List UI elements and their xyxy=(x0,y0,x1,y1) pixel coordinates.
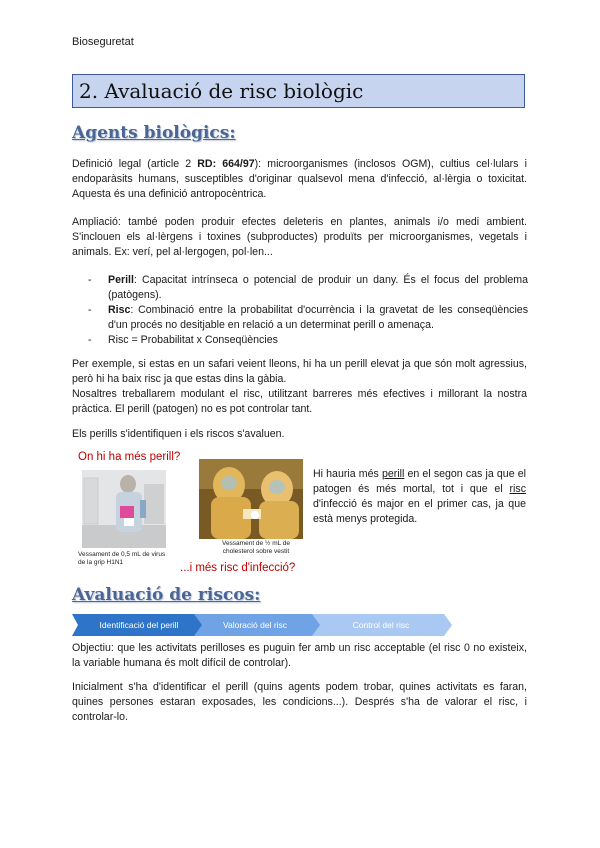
chevron-label-1: Identificació del perill xyxy=(99,620,179,630)
caption-left: Vessament de 0,5 mL de virus de la grip H1N1 xyxy=(78,551,166,566)
list-item-term: Perill xyxy=(108,274,134,286)
identify-paragraph: Els perills s'identifiquen i els riscos s'avaluen. xyxy=(72,428,285,440)
list-item-text: : Capacitat intrínseca o potencial de produir un dany. És el focus del problema (patògens). xyxy=(108,274,528,301)
explanation-part-3: d'infecció és major en el primer cas, ja que està menys protegida. xyxy=(313,498,526,525)
definitions-list xyxy=(88,273,528,348)
example-paragraph: Per exemple, si estas en un safari veient lleons, hi ha un perill elevat ja que són molt agressius, però hi ha baix risc ja que estas dins la gàbia. xyxy=(72,358,527,385)
definition-law-reference: RD: 664/97 xyxy=(197,158,255,170)
modulation-paragraph: Nosaltres treballarem modulant el risc, utilitzant barreres més efectives i millorant la nostra pràctica. El perill (patogen) no es pot controlar tant. xyxy=(72,388,527,415)
list-item xyxy=(88,303,528,333)
explanation-perill: perill xyxy=(381,468,405,480)
photo-lab-spill-bench xyxy=(82,470,166,548)
running-header: Bioseguretat xyxy=(72,36,134,48)
objectiu-paragraph: Objectiu: que les activitats perilloses es puguin fer amb un risc acceptable (el risc 0 no existeix, la variable humana és molt difícil de controlar). xyxy=(72,642,527,669)
definition-paragraph xyxy=(72,157,527,202)
inicialment-paragraph: Inicialment s'ha d'identificar el perill (quins agents podem trobar, quines activitats es faran, quines persones estaran exposades, les condicions...). Després s'ha de valorar el risc, i controlar-lo. xyxy=(72,681,527,723)
explanation-part-1: Hi hauria més xyxy=(313,468,382,480)
list-item-text: Risc = Probabilitat x Conseqüències xyxy=(108,334,278,346)
chevron-label-2: Valoració del risc xyxy=(222,620,288,630)
process-chevrons xyxy=(72,614,452,636)
definition-body: ): microorganismes (inclosos OGM), cultius cel·lulars i endoparàsits humans, susceptibles d'originar qualsevol mena d'infecció, al·lèrgia o toxicitat. Aquesta és una definició antropocèntrica. xyxy=(72,158,527,200)
explanation-risc: risc xyxy=(509,483,526,495)
explanation-part-2: en el segon cas ja que el patogen és més mortal, tot i que el xyxy=(313,468,526,495)
section-heading-avaluacio: Avaluació de riscos: xyxy=(72,585,261,605)
caption-right: Vessament de ½ mL de cholesterol sobre vestit xyxy=(221,540,291,555)
section-heading-agents: Agents biològics: xyxy=(72,123,236,143)
photo-hazmat-suits xyxy=(199,459,303,539)
definition-prefix: Definició legal (article 2 xyxy=(72,158,198,170)
chevron-label-3: Control del risc xyxy=(352,620,410,630)
list-item xyxy=(88,273,528,303)
more-risk-question: ...i més risc d'infecció? xyxy=(180,562,296,574)
list-item-text: : Combinació entre la probabilitat d'ocurrència i la gravetat de les conseqüències d'un procés no desitjable en relació a un determinat perill o amenaça. xyxy=(108,304,528,331)
ampliacio-paragraph: Ampliació: també poden produir efectes deleteris en plantes, animals i/o medi ambient. S'inclouen els al·lèrgens i toxines (subproductes) produïts per microorganismes, vegetals i animals. Ex: verí, pel al·lergogen, pol·len... xyxy=(72,216,527,258)
figure-explanation xyxy=(313,467,526,527)
list-item xyxy=(88,333,528,348)
figure-question: On hi ha més perill? xyxy=(78,451,181,463)
page-title: 2. Avaluació de risc biològic xyxy=(72,74,525,108)
list-item-term: Risc xyxy=(108,304,131,316)
